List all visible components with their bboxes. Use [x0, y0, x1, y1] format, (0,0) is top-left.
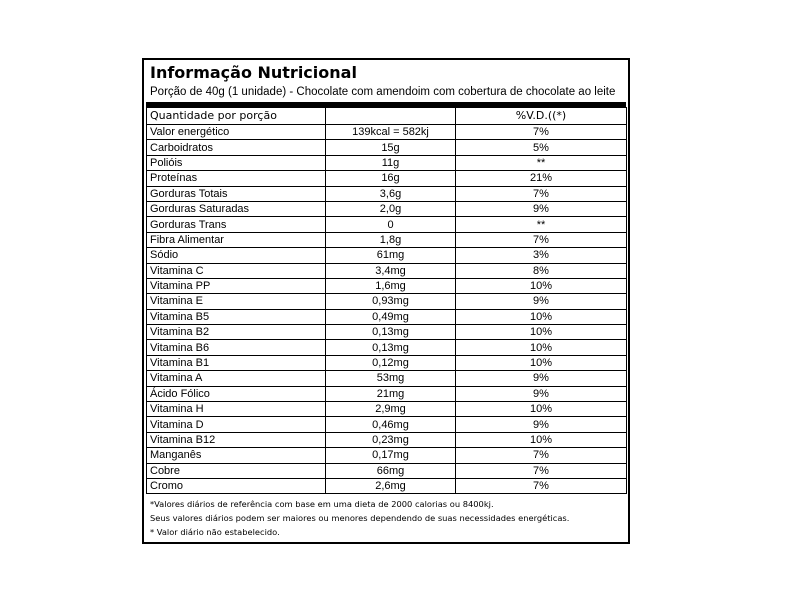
footnote-not-established: * Valor diário não estabelecido. [150, 527, 280, 538]
table-row [147, 155, 627, 170]
nutrient-amount: 3,4mg [326, 263, 456, 278]
table-row [147, 201, 627, 216]
nutrient-daily-value: 9% [456, 201, 627, 216]
nutrient-amount: 53mg [326, 371, 456, 386]
nutrient-name: Vitamina B1 [147, 355, 326, 370]
footnote-reference-values: *Valores diários de referência com base em uma dieta de 2000 calorias ou 8400kj. [150, 499, 494, 510]
nutrient-name: Vitamina D [147, 417, 326, 432]
nutrient-daily-value: 9% [456, 371, 627, 386]
nutrient-amount: 0,17mg [326, 448, 456, 463]
nutrient-amount: 15g [326, 140, 456, 155]
nutrient-name: Gorduras Totais [147, 186, 326, 201]
nutrient-amount: 0,13mg [326, 325, 456, 340]
nutrient-name: Gorduras Trans [147, 217, 326, 232]
footnote-individual-needs: Seus valores diários podem ser maiores ou menores dependendo de suas necessidades energéticas. [150, 513, 570, 524]
table-row [147, 171, 627, 186]
nutrient-daily-value: 8% [456, 263, 627, 278]
table-header-row [147, 108, 627, 125]
nutrient-name: Vitamina A [147, 371, 326, 386]
nutrient-amount: 16g [326, 171, 456, 186]
table-row [147, 432, 627, 447]
nutrient-amount: 11g [326, 155, 456, 170]
nutrient-amount: 66mg [326, 463, 456, 478]
nutrient-daily-value: 10% [456, 432, 627, 447]
nutrient-name: Sódio [147, 248, 326, 263]
nutrient-amount: 0,93mg [326, 294, 456, 309]
table-row [147, 340, 627, 355]
footnotes [144, 494, 628, 539]
nutrient-amount: 0,46mg [326, 417, 456, 432]
nutrient-daily-value: 10% [456, 309, 627, 324]
nutrient-daily-value: 10% [456, 402, 627, 417]
nutrient-name: Cromo [147, 478, 326, 493]
nutrient-amount: 2,6mg [326, 478, 456, 493]
nutrient-name: Vitamina B2 [147, 325, 326, 340]
nutrient-name: Gorduras Saturadas [147, 201, 326, 216]
nutrient-name: Cobre [147, 463, 326, 478]
nutrient-name: Vitamina C [147, 263, 326, 278]
nutrient-daily-value: ** [456, 155, 627, 170]
nutrient-amount: 1,6mg [326, 278, 456, 293]
nutrient-name: Vitamina E [147, 294, 326, 309]
table-row [147, 402, 627, 417]
table-row [147, 140, 627, 155]
table-row [147, 232, 627, 247]
table-row [147, 309, 627, 324]
nutrient-name: Polióis [147, 155, 326, 170]
nutrient-amount: 0,12mg [326, 355, 456, 370]
nutrient-daily-value: 5% [456, 140, 627, 155]
nutrient-amount: 139kcal = 582kj [326, 125, 456, 140]
nutrient-daily-value: 9% [456, 294, 627, 309]
table-row [147, 448, 627, 463]
nutrient-amount: 0,23mg [326, 432, 456, 447]
nutrient-daily-value: ** [456, 217, 627, 232]
nutrient-name: Proteínas [147, 171, 326, 186]
nutrient-daily-value: 9% [456, 386, 627, 401]
nutrient-daily-value: 7% [456, 463, 627, 478]
nutrient-daily-value: 10% [456, 340, 627, 355]
table-row [147, 278, 627, 293]
nutrient-daily-value: 10% [456, 325, 627, 340]
table-row [147, 478, 627, 493]
nutrient-daily-value: 9% [456, 417, 627, 432]
nutrient-daily-value: 10% [456, 278, 627, 293]
nutrient-name: Fibra Alimentar [147, 232, 326, 247]
table-row [147, 325, 627, 340]
nutrient-daily-value: 10% [456, 355, 627, 370]
table-row [147, 386, 627, 401]
nutrient-name: Vitamina B6 [147, 340, 326, 355]
label-title: Informação Nutricional [150, 63, 357, 82]
nutrition-table [146, 107, 627, 494]
nutrient-daily-value: 7% [456, 186, 627, 201]
header-quantity-per-portion: Quantidade por porção [147, 108, 326, 125]
nutrient-amount: 21mg [326, 386, 456, 401]
nutrient-name: Valor energético [147, 125, 326, 140]
nutrient-daily-value: 7% [456, 478, 627, 493]
nutrient-daily-value: 7% [456, 448, 627, 463]
nutrient-amount: 0 [326, 217, 456, 232]
table-row [147, 263, 627, 278]
table-row [147, 125, 627, 140]
nutrient-amount: 3,6g [326, 186, 456, 201]
nutrient-name: Vitamina PP [147, 278, 326, 293]
nutrient-name: Ácido Fólico [147, 386, 326, 401]
table-row [147, 355, 627, 370]
nutrient-daily-value: 3% [456, 248, 627, 263]
nutrient-amount: 61mg [326, 248, 456, 263]
nutrient-name: Manganês [147, 448, 326, 463]
table-row [147, 248, 627, 263]
nutrient-amount: 1,8g [326, 232, 456, 247]
portion-description: Porção de 40g (1 unidade) - Chocolate com amendoim com cobertura de chocolate ao leite [150, 86, 616, 98]
nutrient-name: Vitamina B5 [147, 309, 326, 324]
header-amount [326, 108, 456, 125]
nutrition-facts-label [142, 58, 630, 544]
nutrient-name: Vitamina H [147, 402, 326, 417]
table-row [147, 186, 627, 201]
nutrient-amount: 0,49mg [326, 309, 456, 324]
table-row [147, 417, 627, 432]
nutrient-daily-value: 7% [456, 232, 627, 247]
header-daily-value: %V.D.((*) [456, 108, 627, 125]
table-row [147, 294, 627, 309]
table-row [147, 463, 627, 478]
nutrient-amount: 2,9mg [326, 402, 456, 417]
table-row [147, 217, 627, 232]
table-row [147, 371, 627, 386]
nutrient-name: Carboidratos [147, 140, 326, 155]
nutrient-amount: 2,0g [326, 201, 456, 216]
nutrient-daily-value: 7% [456, 125, 627, 140]
nutrient-amount: 0,13mg [326, 340, 456, 355]
nutrient-daily-value: 21% [456, 171, 627, 186]
nutrient-name: Vitamina B12 [147, 432, 326, 447]
